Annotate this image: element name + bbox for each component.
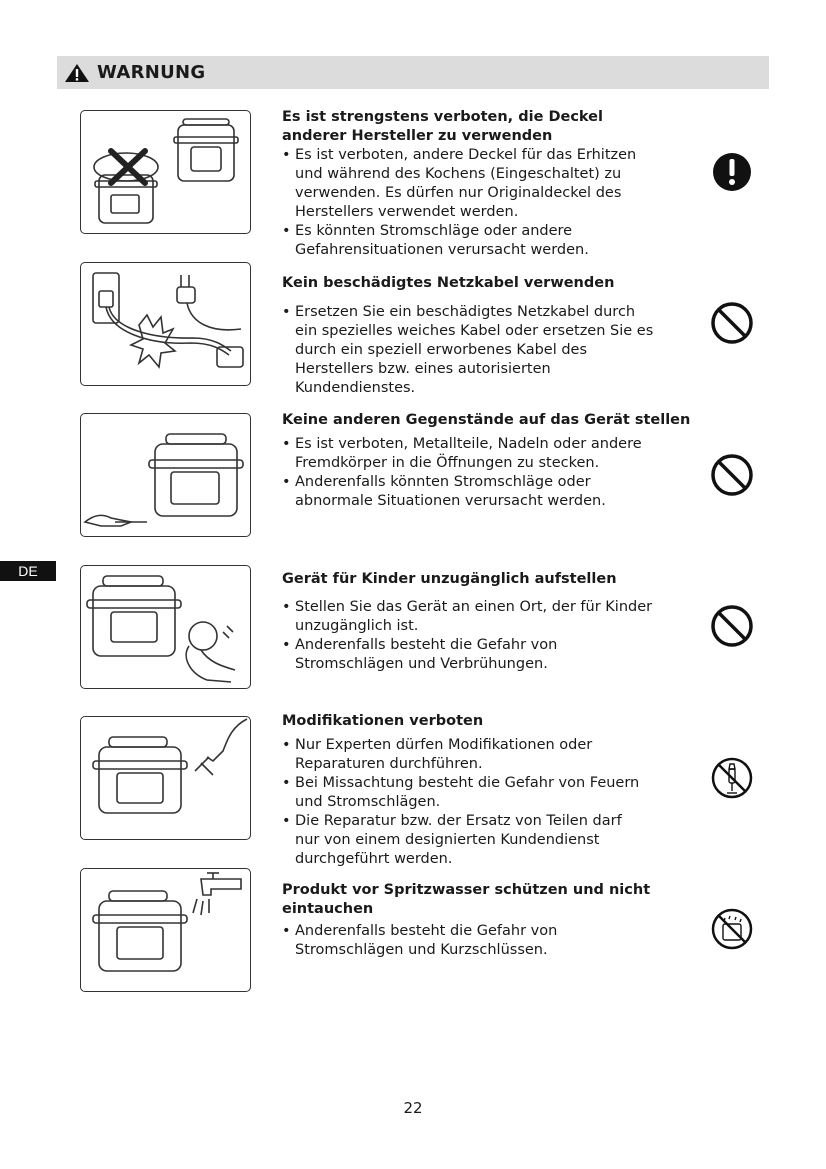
list-item <box>282 636 652 674</box>
text-line: • Nur Experten dürfen Modifikationen oder <box>295 737 593 753</box>
prohibited-icon <box>709 603 755 649</box>
text-line: Gefahrensituationen verursacht werden. <box>295 242 589 258</box>
text-line: • Die Reparatur bzw. der Ersatz von Teilen darf <box>295 813 622 829</box>
text-line: abnormale Situationen verursacht werden. <box>295 493 606 509</box>
title-line: Kein beschädigtes Netzkabel verwenden <box>282 275 615 291</box>
list-item <box>282 473 642 511</box>
title-line: Modifikationen verboten <box>282 713 484 729</box>
bullet-list <box>282 303 653 398</box>
prohibited-icon <box>709 452 755 498</box>
title-line: Keine anderen Gegenstände auf das Gerät stellen <box>282 412 691 428</box>
text-line: Stromschlägen und Verbrühungen. <box>295 656 548 672</box>
list-item <box>282 812 639 869</box>
text-line: durch ein speziell erworbenes Kabel des <box>295 342 588 358</box>
no-water-icon <box>709 906 755 952</box>
section-title-child-safety <box>282 570 617 589</box>
text-line: • Ersetzen Sie ein beschädigtes Netzkabel durch <box>295 304 636 320</box>
text-line: • Stellen Sie das Gerät an einen Ort, der für Kinder <box>295 599 653 615</box>
text-line: und Stromschlägen. <box>295 794 441 810</box>
text-line: • Es ist verboten, Metallteile, Nadeln oder andere <box>295 436 642 452</box>
list-item <box>282 736 639 774</box>
text-line: Herstellers verwendet werden. <box>295 204 519 220</box>
text-line: • Es ist verboten, andere Deckel für das Erhitzen <box>295 147 637 163</box>
text-line: nur von einem designierten Kundendienst <box>295 832 600 848</box>
text-line: verwenden. Es dürfen nur Originaldeckel des <box>295 185 622 201</box>
section-title-foreign-lid <box>282 108 603 146</box>
title-line: Gerät für Kinder unzugänglich aufstellen <box>282 571 617 587</box>
bullet-list <box>282 146 636 260</box>
warning-title: WARNUNG <box>97 62 206 83</box>
list-item <box>282 774 639 812</box>
section-title-water <box>282 881 650 919</box>
list-item <box>282 222 636 260</box>
section-title-foreign-objects <box>282 411 690 430</box>
list-item <box>282 435 642 473</box>
illustration-foreign-objects <box>80 413 251 537</box>
title-line: Produkt vor Spritzwasser schützen und nicht <box>282 882 651 898</box>
section-title-modification <box>282 712 483 731</box>
list-item <box>282 146 636 222</box>
bullet-list <box>282 736 639 869</box>
text-line: durchgeführt werden. <box>295 851 453 867</box>
text-line: Fremdkörper in die Öffnungen zu stecken. <box>295 455 600 471</box>
text-line: • Anderenfalls besteht die Gefahr von <box>295 923 558 939</box>
warning-triangle-icon <box>64 63 90 83</box>
language-tab: DE <box>0 561 56 581</box>
list-item <box>282 598 652 636</box>
section-title-damaged-cable <box>282 274 614 293</box>
illustration-child-safety <box>80 565 251 689</box>
illustration-modification <box>80 716 251 840</box>
page-number: 22 <box>403 1099 423 1117</box>
illustration-foreign-lid <box>80 110 251 234</box>
bullet-list <box>282 435 642 511</box>
text-line: • Bei Missachtung besteht die Gefahr von Feuern <box>295 775 640 791</box>
text-line: und während des Kochens (Eingeschaltet) zu <box>295 166 622 182</box>
text-line: Reparaturen durchführen. <box>295 756 483 772</box>
title-line: Es ist strengstens verboten, die Deckel <box>282 109 603 125</box>
text-line: • Anderenfalls könnten Stromschläge oder <box>295 474 591 490</box>
no-disassembly-icon <box>709 755 755 801</box>
bullet-list <box>282 598 652 674</box>
title-line: anderer Hersteller zu verwenden <box>282 128 553 144</box>
illustration-damaged-cable <box>80 262 251 386</box>
bullet-list <box>282 922 557 960</box>
text-line: Herstellers bzw. eines autorisierten <box>295 361 551 377</box>
text-line: unzugänglich ist. <box>295 618 419 634</box>
prohibited-icon <box>709 300 755 346</box>
list-item <box>282 303 653 398</box>
text-line: Stromschlägen und Kurzschlüssen. <box>295 942 548 958</box>
text-line: ein spezielles weiches Kabel oder ersetzen Sie es <box>295 323 654 339</box>
illustration-water <box>80 868 251 992</box>
text-line: Kundendienstes. <box>295 380 416 396</box>
text-line: • Es könnten Stromschläge oder andere <box>295 223 573 239</box>
mandatory-icon <box>709 149 755 195</box>
list-item <box>282 922 557 960</box>
title-line: eintauchen <box>282 901 374 917</box>
text-line: • Anderenfalls besteht die Gefahr von <box>295 637 558 653</box>
warning-header <box>57 56 769 89</box>
